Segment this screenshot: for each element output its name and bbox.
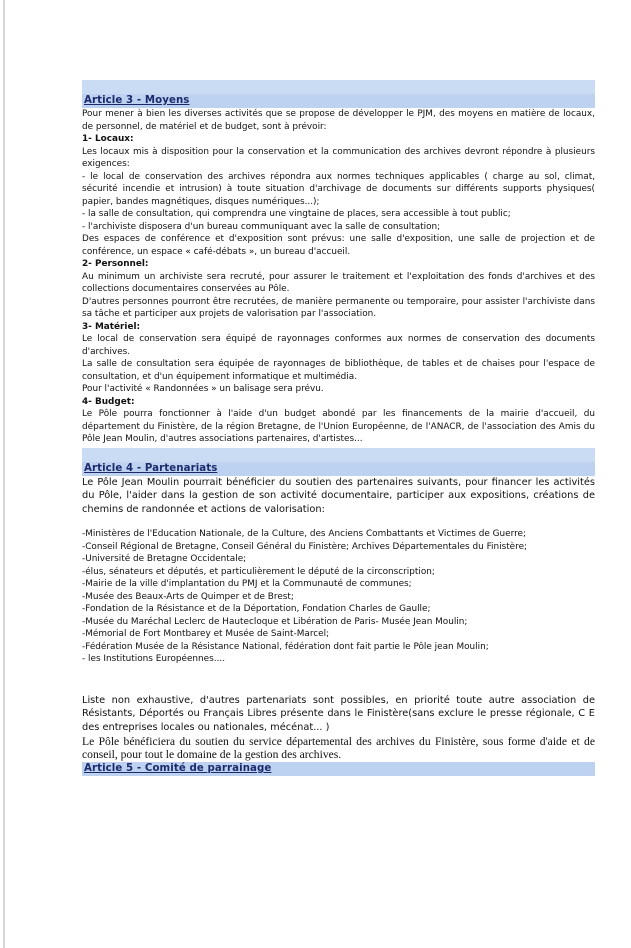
budget-p1: Le Pôle pourra fonctionner à l'aide d'un budget abondé par les financements de la mairie d'accueil, du département du Finistère, de la région Bretagne, de l'Union Européenne, de l'ANACR, de l'association des Amis du Pôle Jean Moulin, d'autres associations partenaires, d'artistes... [82, 409, 595, 444]
personnel-p1: Au minimum un archiviste sera recruté, pour assurer le traitement et l'exploitation des fonds d'archives et des collections documentaires conservées au Pôle. [82, 271, 595, 294]
list-item: -Ministères de l'Education Nationale, de la Culture, des Anciens Combattants et Victimes de Guerre; [82, 529, 526, 540]
article-3-heading: Article 3 - Moyens [82, 94, 595, 108]
article-3-intro: Pour mener à bien les diverses activités que se propose de développer le PJM, des moyens en matière de locaux, de personnel, de matériel et de budget, sont à prévoir: [82, 109, 595, 132]
article-4-heading: Article 4 - Partenariats [82, 462, 595, 476]
personnel-p2: D'autres personnes pourront être recrutées, de manière permanente ou temporaire, pour assister l'archiviste dans sa tâche et participer aux projets de valorisation par l'association. [82, 296, 595, 319]
list-item: -Musée des Beaux-Arts de Quimper et de Brest; [82, 591, 294, 602]
article-4-outro-block [82, 694, 595, 735]
list-item: -Mémorial de Fort Montbarey et Musée de Saint-Marcel; [82, 629, 330, 640]
materiel-p1: Le local de conservation sera équipé de rayonnages conformes aux normes de conservation des documents d'archives. [82, 334, 595, 357]
spacer [82, 666, 595, 694]
locaux-p1: Les locaux mis à disposition pour la conservation et la communication des archives devront répondre à plusieurs exigences: [82, 146, 595, 169]
article-5-heading: Article 5 - Comité de parrainage [82, 762, 595, 776]
list-item: - les Institutions Européennes.... [82, 654, 226, 665]
locaux-p2: Des espaces de conférence et d'exposition sont prévus: une salle d'exposition, une salle de projection et de conférence, un espace « café-débats », un bureau d'accueil. [82, 234, 595, 257]
list-item: -Fondation de la Résistance et de la Déportation, Fondation Charles de Gaulle; [82, 604, 431, 615]
list-item: -Conseil Régional de Bretagne, Conseil Général du Finistère; Archives Départementales du Finistère; [82, 541, 528, 552]
materiel-p3: Pour l'activité « Randonnées » un balisage sera prévu. [82, 384, 324, 394]
personnel-title: 2- Personnel: [82, 259, 149, 269]
locaux-bullet-2: - la salle de consultation, qui comprendra une vingtaine de places, sera accessible à tout public; [82, 209, 511, 219]
locaux-bullet-3: - l'archiviste disposera d'un bureau communiquant avec la salle de consultation; [82, 221, 441, 232]
document-page [82, 80, 595, 776]
page-edge-shadow [3, 0, 5, 948]
article-4-archives: Le Pôle bénéficiera du soutien du service départemental des archives du Finistère, sous forme d'aide et de conseil, pour tout le domaine de la gestion des archives. [82, 734, 595, 762]
locaux-bullet-1: - le local de conservation des archives répondra aux normes techniques applicables ( charge au sol, climat, sécurité incendie et intrusion) à toute situation d'archivage de documents sur différents supports physiques( papier, bandes magnétiques, disques numériques...); [82, 171, 595, 207]
budget-title: 4- Budget: [82, 396, 135, 407]
materiel-p2: La salle de consultation sera équipée de rayonnages de bibliothèque, de tables et de chaises pour l'espace de consultation, et d'un équipement informatique et multimédia. [82, 359, 595, 382]
list-item: -Mairie de la ville d'implantation du PMJ et la Communauté de communes; [82, 579, 412, 590]
article-4-intro: Le Pôle Jean Moulin pourrait bénéficier du soutien des partenaires suivants, pour financer les activités du Pôle, l'aider dans la gestion de son activité documentaire, participer aux expositions, créations de chemins de randonnée et actions de valorisation: [82, 476, 595, 515]
list-item: -Musée du Maréchal Leclerc de Hautecloque et Libération de Paris- Musée Jean Moulin; [82, 616, 468, 627]
article-3-band-top [82, 80, 595, 94]
spacer [82, 516, 595, 528]
article-4-band-top [82, 448, 595, 462]
list-item: -Fédération Musée de la Résistance National, fédération dont fait partie le Pôle jean Moulin; [82, 641, 489, 652]
article-4-outro: Liste non exhaustive, d'autres partenariats sont possibles, en priorité toute autre association de Résistants, Déportés ou Français Libres présente dans le Finistère(sans exclure le presse régionale, C E des entreprises locales ou nationales, mécénat... ) [82, 694, 595, 733]
list-item: -Université de Bretagne Occidentale; [82, 554, 247, 565]
article-4-intro-block [82, 476, 595, 517]
materiel-title: 3- Matériel: [82, 321, 141, 332]
locaux-title: 1- Locaux: [82, 134, 134, 144]
partners-list [82, 528, 595, 666]
list-item: -élus, sénateurs et députés, et particulièrement le député de la circonscription; [82, 566, 435, 577]
